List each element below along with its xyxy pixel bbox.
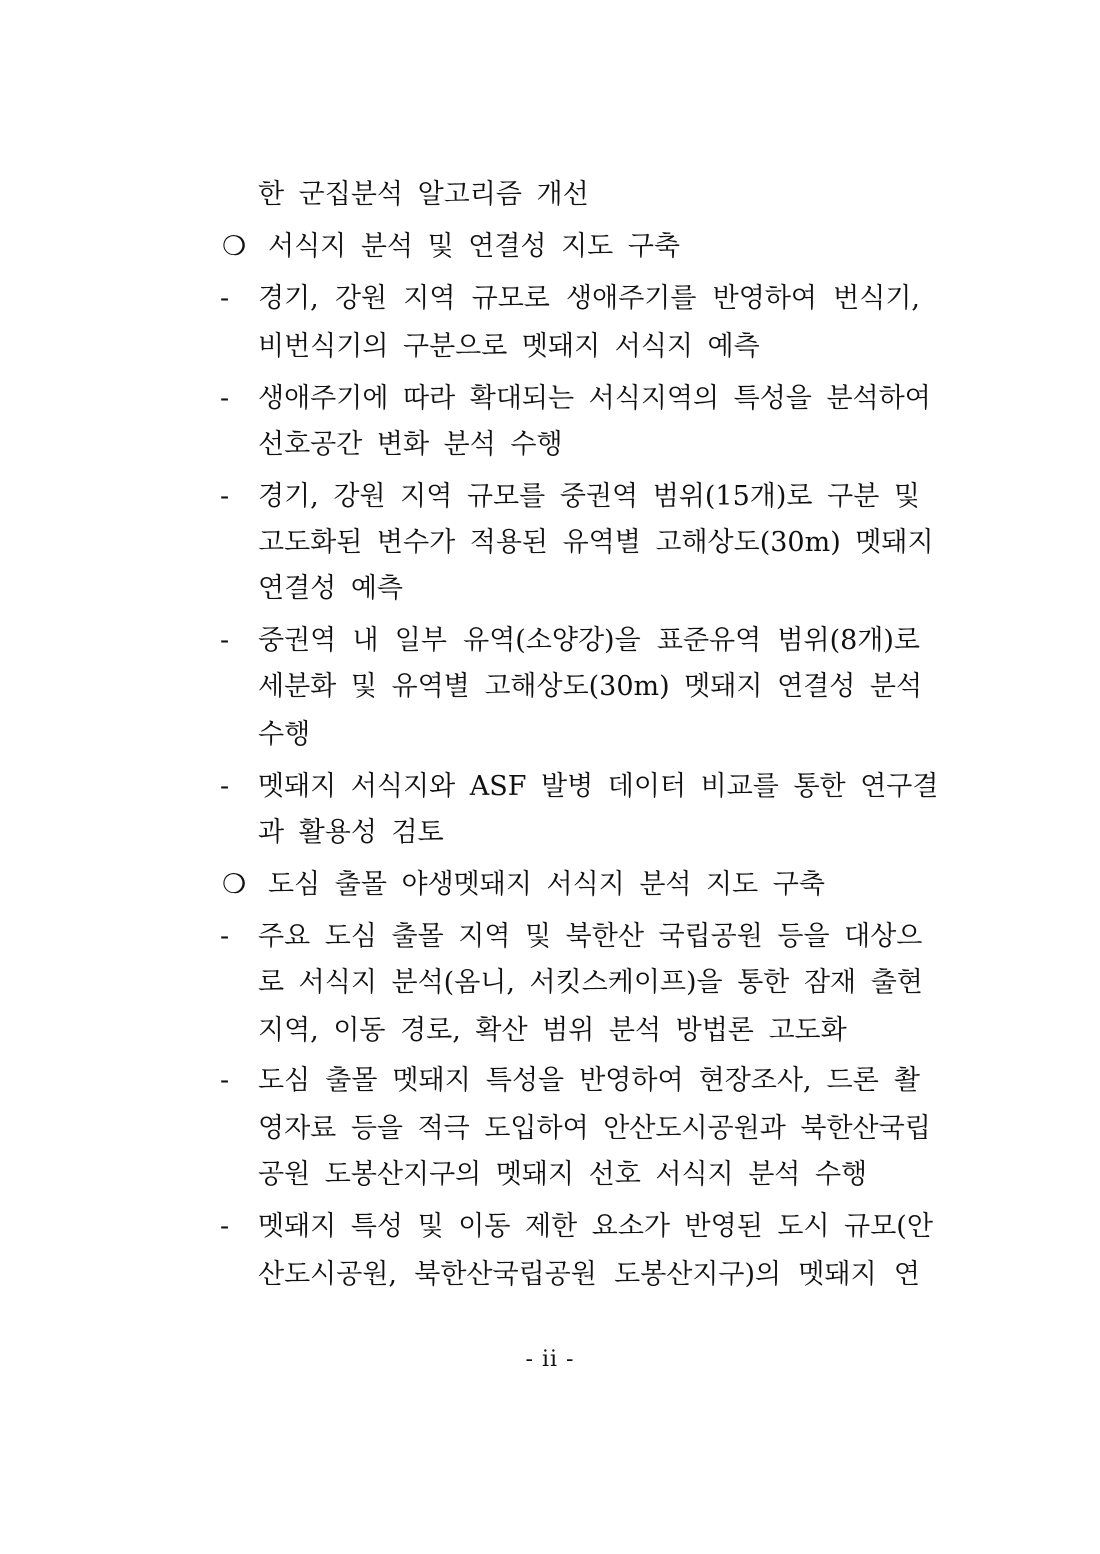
dash-bullet: - (220, 383, 230, 414)
circle-bullet-icon: ❍ (222, 231, 247, 262)
dash-bullet: - (220, 771, 230, 802)
text-line (220, 1006, 920, 1055)
text-line (220, 958, 923, 1007)
line-text: 과 활용성 검토 (258, 817, 444, 848)
line-text: 중권역 내 일부 유역(소양강)을 표준유역 범위(8개)로 (258, 625, 920, 656)
dash-bullet: - (220, 625, 230, 656)
line-text: 고도화된 변수가 적용된 유역별 고해상도(30m) 멧돼지 (258, 527, 934, 558)
line-text: 공원 도봉산지구의 멧돼지 선호 서식지 분석 수행 (258, 1159, 868, 1190)
line-text: 도심 출몰 멧돼지 특성을 반영하여 현장조사, 드론 촬 (258, 1065, 920, 1096)
line-text: 비번식기의 구분으로 멧돼지 서식지 예측 (258, 331, 760, 362)
text-line (220, 472, 920, 521)
text-line (220, 274, 920, 323)
line-text: 세분화 및 유역별 고해상도(30m) 멧돼지 연결성 분석 (258, 671, 923, 702)
text-line (220, 912, 923, 961)
page-number: - ii - (525, 1347, 575, 1372)
line-text: 경기, 강원 지역 규모로 생애주기를 반영하여 번식기, (258, 283, 920, 314)
text-line (220, 860, 920, 909)
line-text: 지역, 이동 경로, 확산 범위 분석 방법론 고도화 (258, 1015, 847, 1046)
line-text: 경기, 강원 지역 규모를 중권역 범위(15개)로 구분 및 (258, 481, 920, 512)
text-line (220, 616, 920, 665)
text-line (220, 374, 931, 423)
line-text: 영자료 등을 적극 도입하여 안산도시공원과 북한산국립 (258, 1113, 931, 1144)
line-text: 생애주기에 따라 확대되는 서식지역의 특성을 분석하여 (258, 383, 931, 414)
line-text: 산도시공원, 북한산국립공원 도봉산지구)의 멧돼지 연 (258, 1259, 920, 1290)
text-line (220, 662, 923, 711)
dash-bullet: - (220, 1065, 230, 1096)
circle-bullet-icon: ❍ (222, 869, 247, 900)
text-line (220, 1250, 920, 1299)
line-text: 연결성 예측 (258, 573, 403, 604)
line-text: 멧돼지 서식지와 ASF 발병 데이터 비교를 통한 연구결 (258, 771, 939, 802)
text-line (220, 710, 920, 759)
dash-bullet: - (220, 1211, 230, 1242)
text-line (220, 1056, 920, 1105)
line-text: 수행 (258, 719, 311, 750)
dash-bullet: - (220, 283, 230, 314)
text-line (220, 222, 920, 271)
text-line (220, 1202, 933, 1251)
text-line (220, 564, 920, 613)
text-line (220, 518, 934, 567)
line-text: 주요 도심 출몰 지역 및 북한산 국립공원 등을 대상으 (258, 921, 923, 952)
text-line (220, 420, 920, 469)
text-line (220, 1150, 920, 1199)
text-line (220, 808, 920, 857)
dash-bullet: - (220, 481, 230, 512)
section-heading: 도심 출몰 야생멧돼지 서식지 분석 지도 구축 (268, 869, 825, 900)
section-heading: 서식지 분석 및 연결성 지도 구축 (268, 231, 680, 262)
line-text: 멧돼지 특성 및 이동 제한 요소가 반영된 도시 규모(안 (258, 1211, 933, 1242)
line-text: 로 서식지 분석(옴니, 서킷스케이프)을 통한 잠재 출현 (258, 967, 923, 998)
text-line (220, 1104, 931, 1153)
text-line (220, 322, 920, 371)
text-line (220, 170, 920, 219)
text-line (220, 762, 939, 811)
dash-bullet: - (220, 921, 230, 952)
line-text: 선호공간 변화 분석 수행 (258, 429, 563, 460)
line-text: 한 군집분석 알고리즘 개선 (258, 179, 589, 210)
